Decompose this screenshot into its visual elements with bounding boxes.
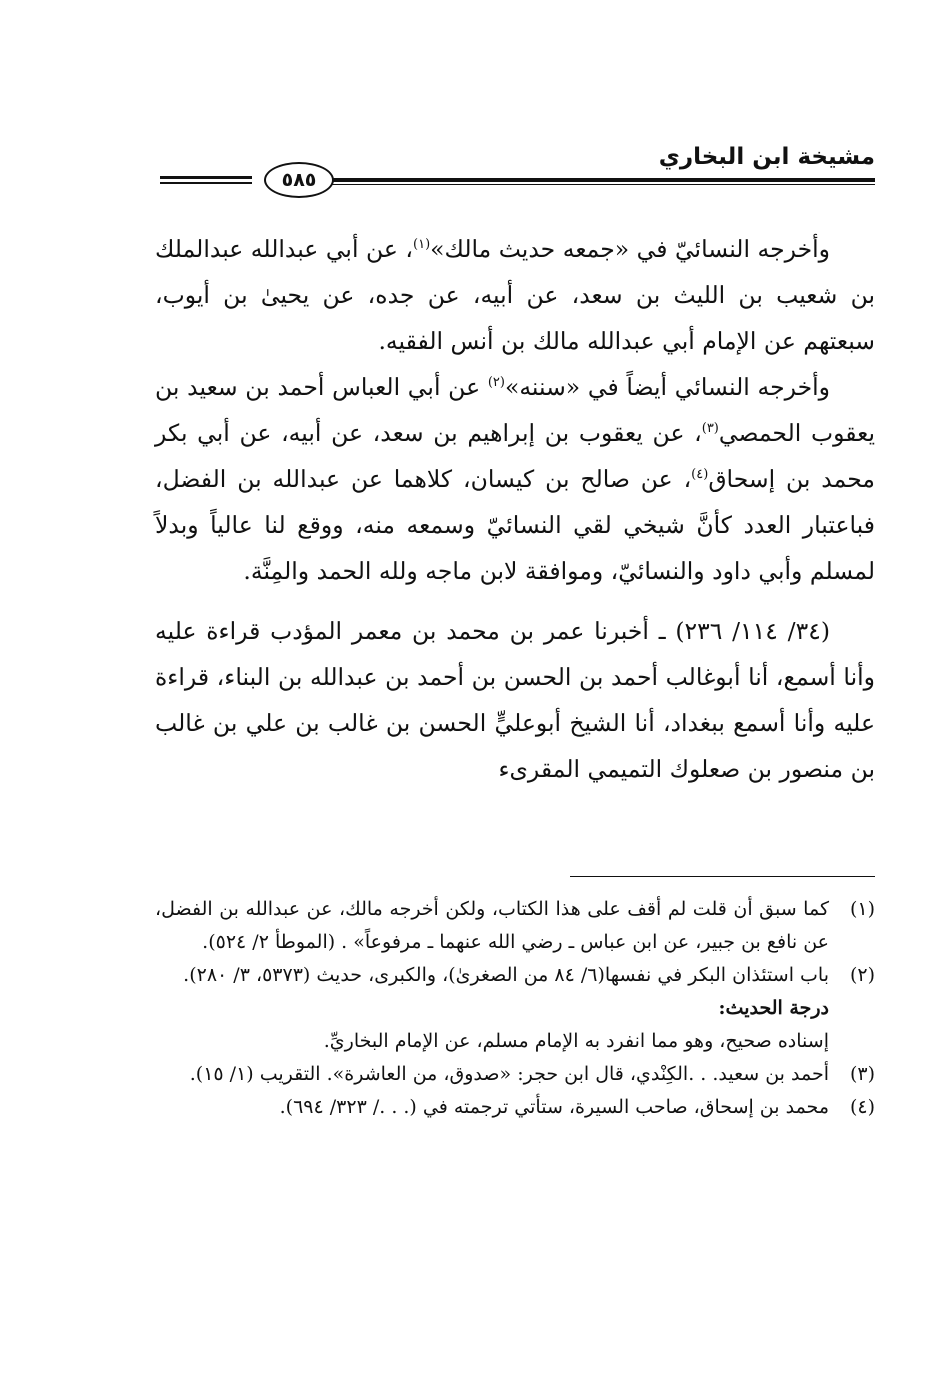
hadith-grade-text: إسناده صحيح، وهو مما انفرد به الإمام مسلم، عن الإمام البخاريِّ. (323, 1030, 829, 1052)
page-number: ٥٨٥ (264, 162, 334, 198)
footnote-2: (٢) باب استئذان البكر في نفسها(٦/ ٨٤ من الصغرىٰ)، والكبرى، حديث (٥٣٧٣، ٣/ ٢٨٠). (183, 964, 875, 986)
paragraph-1: وأخرجه النسائيّ في «جمعه حديث مالك»$^{(١)}$، عن أبي عبدالله عبدالملك بن شعيب بن الليث بن سعد، عن أبيه، عن جده، عن يحيىٰ بن أيوب، سبعتهم عن الإمام أبي عبدالله مالك بن أنس الفقيه. (155, 235, 875, 355)
header-rule (330, 178, 875, 182)
footnote-ref-2: (٢) (487, 375, 505, 391)
footnote-ref-4: (٤) (691, 467, 709, 483)
footnotes (155, 893, 875, 1124)
page-header (160, 140, 875, 195)
header-rule-thin (330, 184, 875, 185)
footnote-ref-3: (٣) (701, 421, 719, 437)
hadith-grade-heading: درجة الحديث: (718, 997, 829, 1019)
paragraph-2: وأخرجه النسائي أيضاً في «سننه»$^{(٢)}$ عن أبي العباس أحمد بن سعيد بن يعقوب الحمصي$^{(٣)}$، عن يعقوب بن إبراهيم بن سعد، عن أبيه، عن أبي بكر محمد بن إسحاق$^{(٤)}$، عن صالح بن كيسان، كلاهما عن عبدالله بن الفضل، فباعتبار العدد كأنَّ شيخي لقي النسائيّ وسمعه منه، ووقع لنا عالياً وبدلاً لمسلم وأبي داود والنسائيّ، وموافقة لابن ماجه ولله الحمد والمِنَّة. (155, 373, 875, 585)
footnote-1: (١) كما سبق أن قلت لم أقف على هذا الكتاب، ولكن أخرجه مالك، عن عبدالله بن الفضل، عن نافع بن جبير، عن ابن عباس ـ رضي الله عنهما ـ مرفوعاً» . (الموطأ ٢/ ٥٢٤). (155, 898, 875, 953)
paragraph-3: (٣٤/ ١١٤/ ٢٣٦) ـ أخبرنا عمر بن محمد بن معمر المؤدب قراءة عليه وأنا أسمع، أنا أبوغالب أحمد بن الحسن بن أحمد بن عبدالله بن البناء، قراءة عليه وأنا أسمع ببغداد، أنا الشيخ أبوعليٍّ الحسن بن غالب بن علي بن غالب بن منصور بن صعلوك التميمي المقرىء (155, 617, 875, 783)
running-title: مشيخة ابن البخاري (658, 144, 875, 170)
footnote-3: (٣) أحمد بن سعيد. . .الكِنْدي، قال ابن حجر: «صدوق، من العاشرة». التقريب (١/ ١٥). (189, 1063, 875, 1085)
header-rule-left-thin (160, 182, 252, 184)
footnote-ref-1: (١) (413, 237, 431, 253)
header-rule-left (160, 176, 252, 179)
main-text (155, 226, 875, 792)
footnote-4: (٤) محمد بن إسحاق، صاحب السيرة، ستأتي ترجمته في (. . ./ ٣٢٣/ ٦٩٤). (279, 1096, 875, 1118)
footnote-separator (570, 876, 875, 877)
